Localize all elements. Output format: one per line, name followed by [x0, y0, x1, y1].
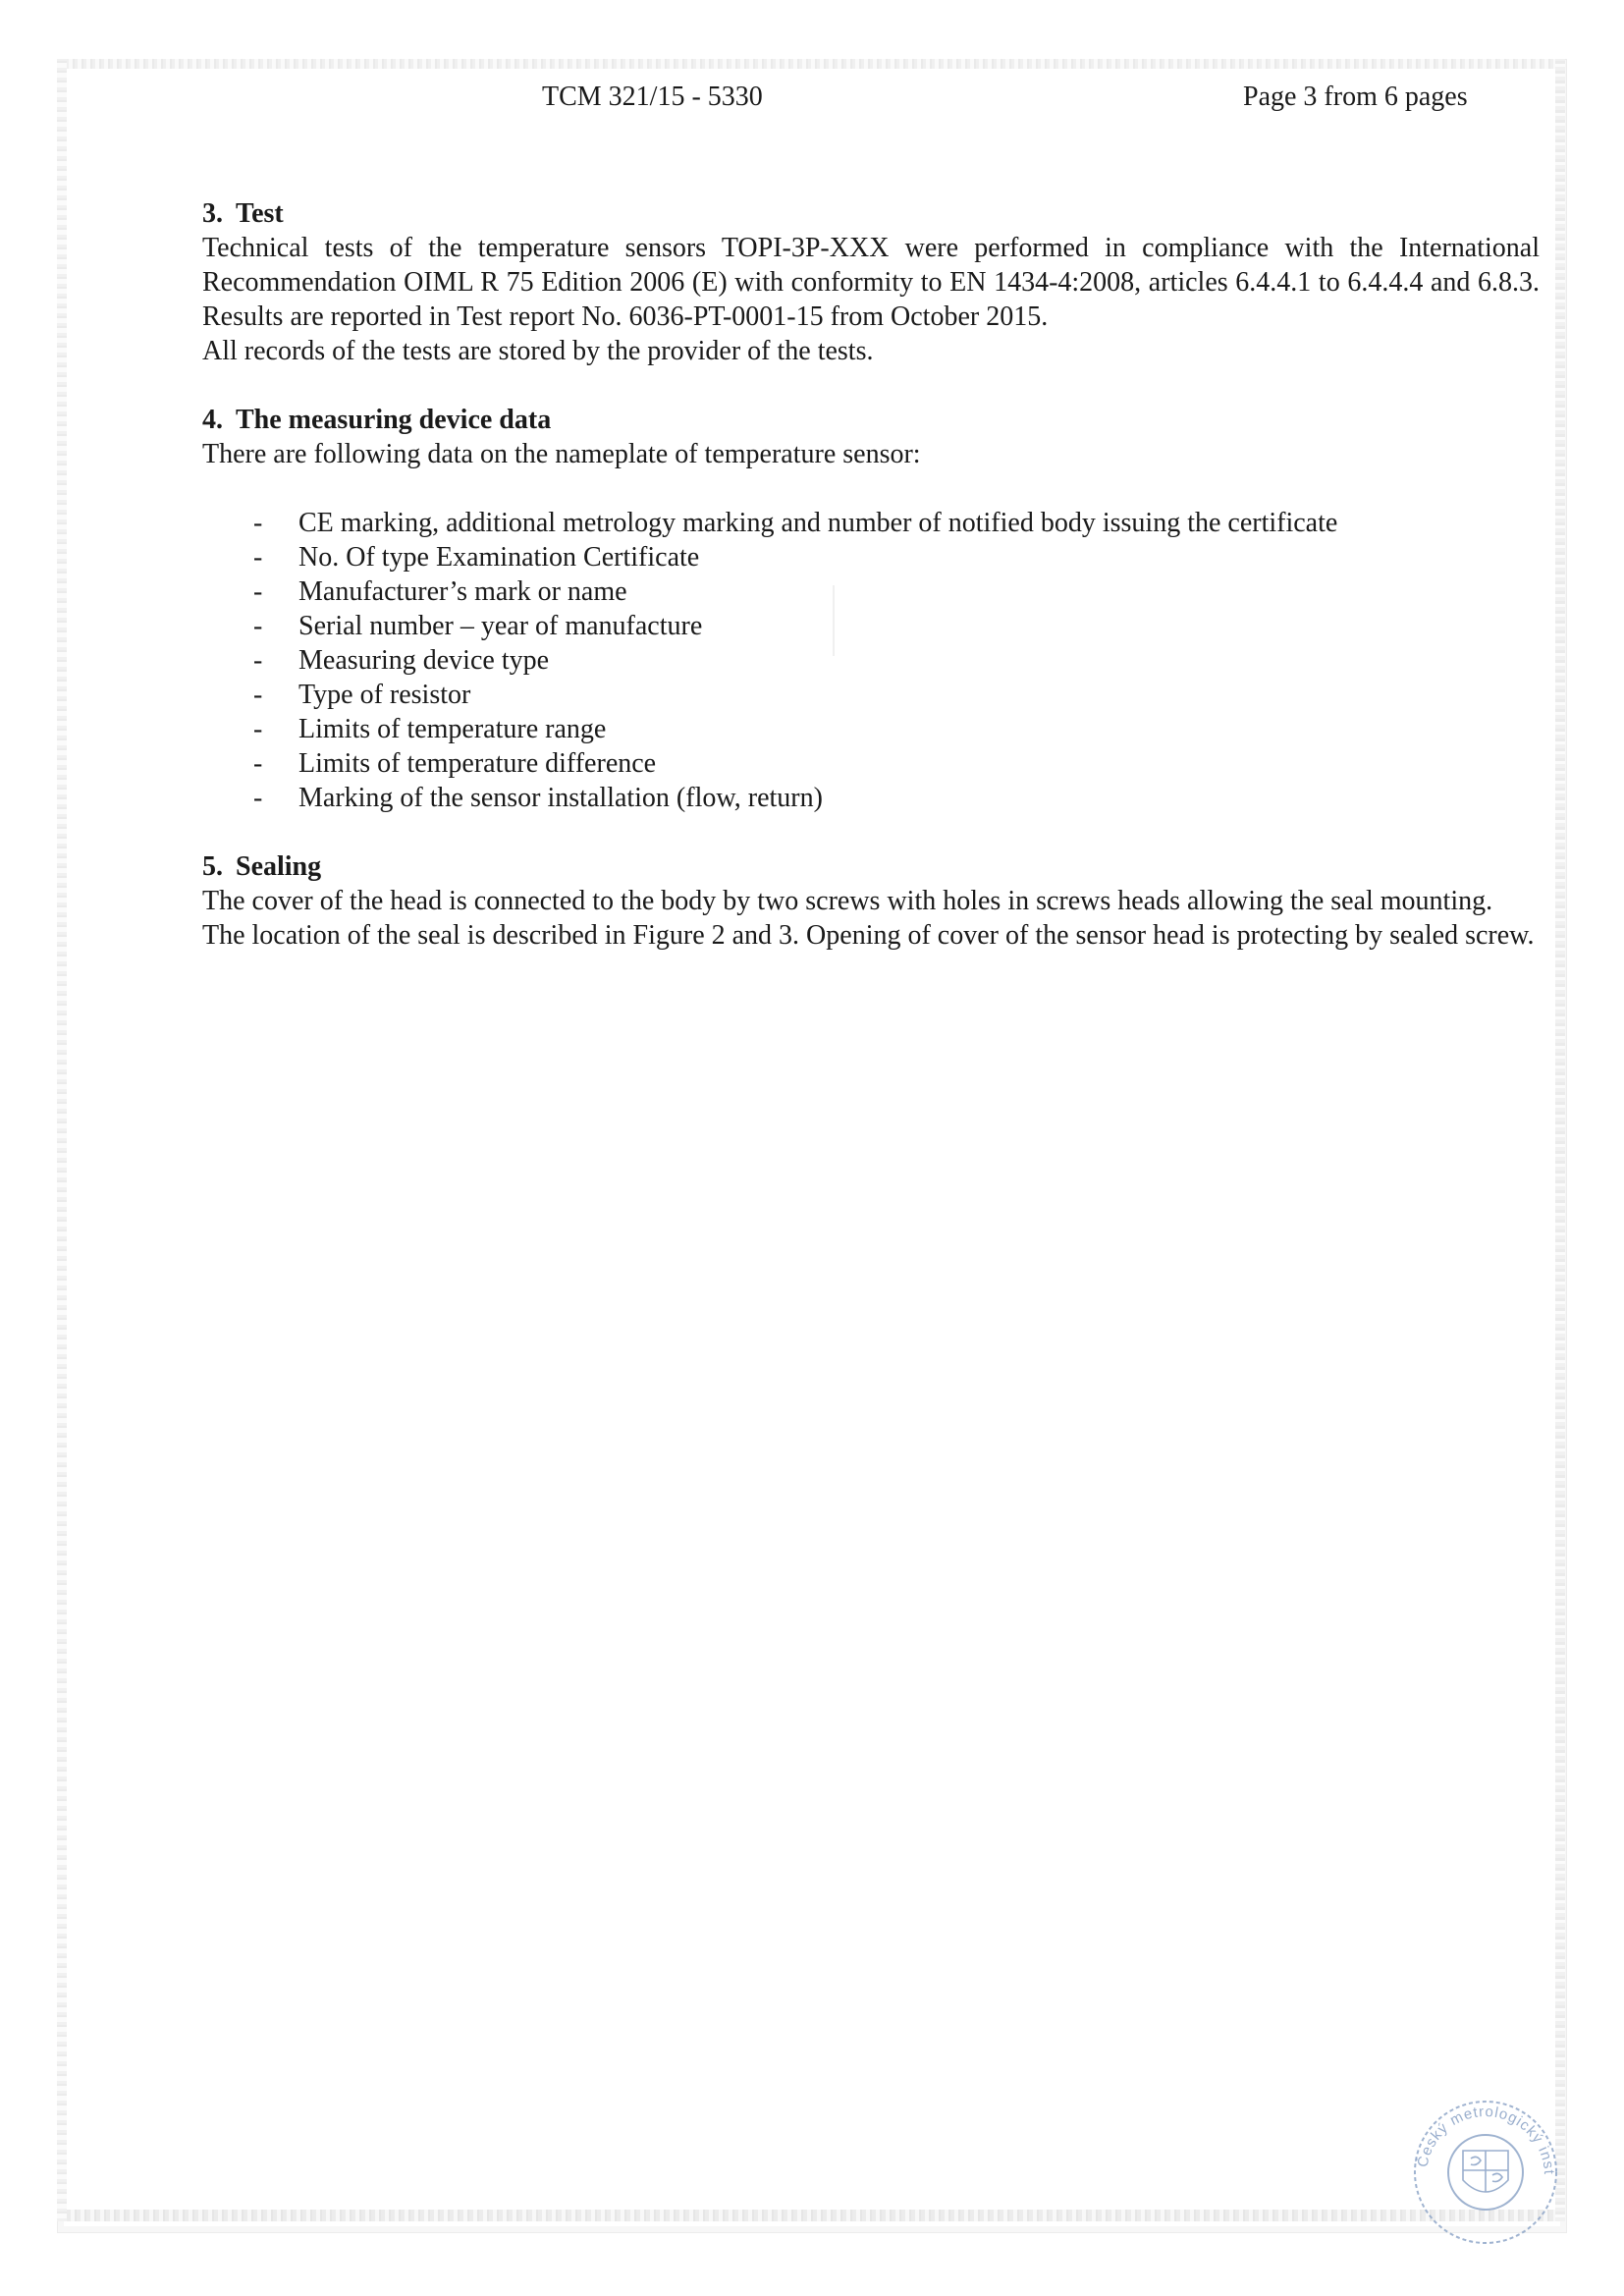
list-item — [202, 678, 1540, 712]
bullet-dash: - — [253, 748, 263, 779]
section-title: Test — [236, 198, 284, 229]
section-test — [202, 196, 1540, 368]
institute-seal-stamp — [1402, 2082, 1569, 2249]
document-body — [202, 196, 1540, 987]
list-item — [202, 540, 1540, 574]
section-heading — [202, 196, 1540, 231]
document-number: TCM 321/15 - 5330 — [542, 82, 763, 112]
scan-edge-left — [57, 59, 67, 2221]
nameplate-data-list — [202, 506, 1540, 815]
bullet-dash: - — [253, 645, 263, 676]
list-item-text: Limits of temperature difference — [298, 748, 657, 779]
list-item — [202, 643, 1540, 678]
bullet-dash: - — [253, 576, 263, 607]
section-heading — [202, 403, 1540, 437]
scan-edge-top — [57, 59, 1565, 69]
test-records-note: All records of the tests are stored by the provider of the tests. — [202, 336, 874, 366]
section-number: 3. — [202, 198, 223, 229]
list-item-text: Type of resistor — [298, 680, 471, 710]
section-device-data — [202, 403, 1540, 815]
bullet-dash: - — [253, 783, 263, 813]
list-item-text: Limits of temperature range — [298, 714, 607, 744]
list-item-text: No. Of type Examination Certificate — [298, 542, 700, 573]
list-item — [202, 781, 1540, 815]
list-item-text: Serial number – year of manufacture — [298, 611, 703, 641]
scan-edge-right — [1555, 59, 1565, 2221]
seal-stamp-graphic — [1402, 2082, 1569, 2249]
sealing-paragraph-2: The location of the seal is described in Figure 2 and 3. Opening of cover of the sensor head is protecting by sealed screw. — [202, 920, 1535, 951]
list-item-text: Manufacturer’s mark or name — [298, 576, 627, 607]
bullet-dash: - — [253, 714, 263, 744]
section-heading — [202, 849, 1540, 884]
section-title: The measuring device data — [236, 405, 552, 435]
list-item — [202, 506, 1540, 540]
test-paragraph: Technical tests of the temperature sensors TOPI-3P-XXX were performed in compliance with the International Recommendation OIML R 75 Edition 2006 (E) with conformity to EN 1434-4:2008, articles 6.4.4.1 to 6.4.4.4 and 6.8.3. Results are reported in Test report No. 6036-PT-0001-15 from October 2015. — [202, 233, 1540, 332]
stamp-text: Český metrologický inst — [1414, 2103, 1558, 2176]
bullet-dash: - — [253, 680, 263, 710]
section-number: 5. — [202, 851, 223, 882]
section-number: 4. — [202, 405, 223, 435]
scan-edge-bottom — [57, 2210, 1565, 2221]
list-item — [202, 609, 1540, 643]
coat-of-arms-icon — [1463, 2151, 1508, 2192]
list-item-text: Marking of the sensor installation (flow, return) — [298, 783, 823, 813]
scan-artifact-line — [833, 585, 835, 656]
list-item — [202, 574, 1540, 609]
sealing-paragraph-1: The cover of the head is connected to the body by two screws with holes in screws heads allowing the seal mounting. — [202, 886, 1493, 916]
list-item-text: CE marking, additional metrology marking and number of notified body issuing the certificate — [298, 508, 1338, 538]
list-item-text: Measuring device type — [298, 645, 550, 676]
bullet-dash: - — [253, 508, 263, 538]
list-item — [202, 712, 1540, 746]
section-sealing — [202, 849, 1540, 953]
page-indicator: Page 3 from 6 pages — [1243, 82, 1468, 112]
bullet-dash: - — [253, 611, 263, 641]
section-title: Sealing — [236, 851, 322, 882]
device-data-intro: There are following data on the nameplate of temperature sensor: — [202, 439, 921, 469]
bullet-dash: - — [253, 542, 263, 573]
list-item — [202, 746, 1540, 781]
